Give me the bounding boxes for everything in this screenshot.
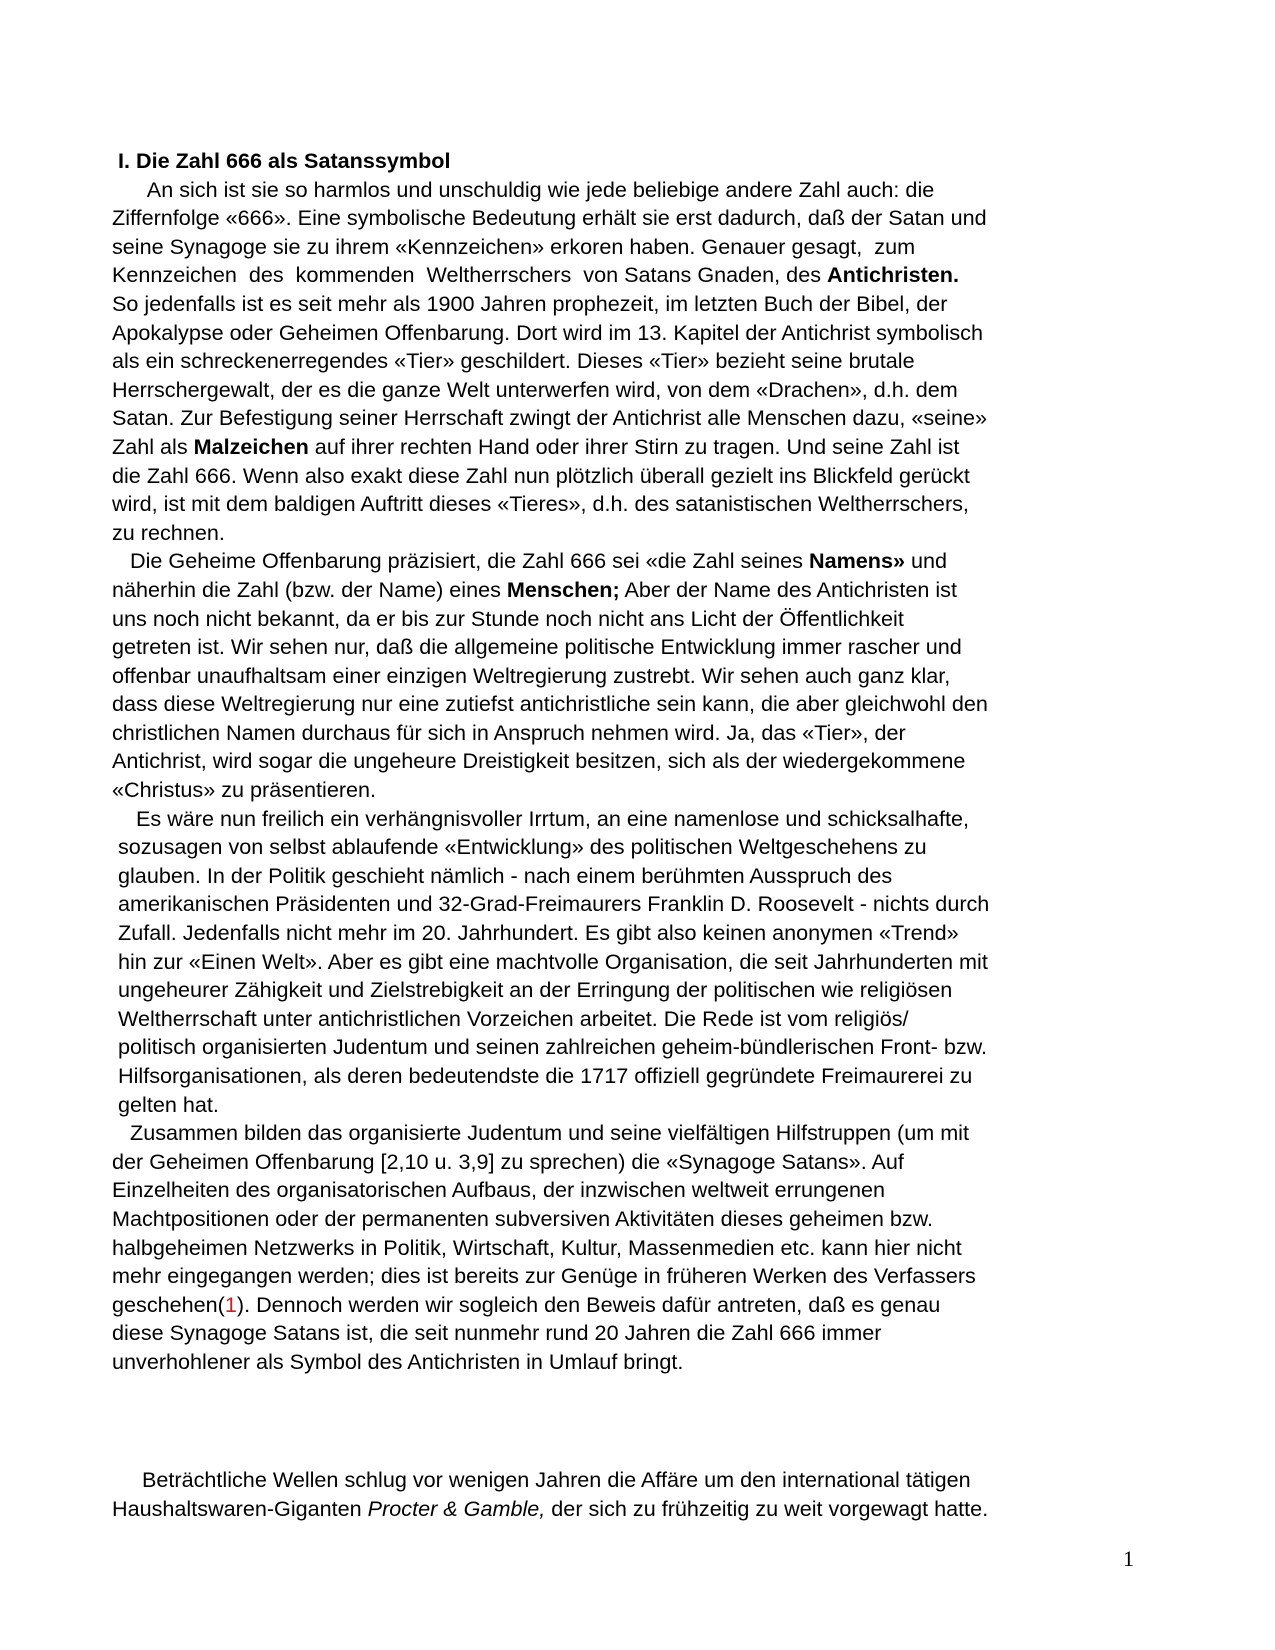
emphasis-bold: Antichristen.: [827, 262, 959, 288]
text-segment: Die Geheime Offenbarung präzisiert, die Zahl 666 sei «die Zahl seines: [112, 548, 809, 574]
text-line: [112, 404, 1172, 433]
body-paragraphs: [112, 176, 1172, 1377]
text-segment: die Zahl 666. Wenn also exakt diese Zahl nun plötzlich überall gezielt ins Blickfeld gerückt: [112, 462, 970, 488]
text-line: [112, 690, 1172, 719]
text-line: [112, 576, 1172, 605]
text-line: [112, 776, 1172, 805]
text-segment: Ziffernfolge «666». Eine symbolische Bedeutung erhält sie erst dadurch, daß der Satan und: [112, 205, 987, 231]
text-line: [112, 1348, 1172, 1377]
text-segment: und: [905, 548, 948, 574]
text-line: [112, 1176, 1172, 1205]
text-segment: Kennzeichen des kommenden Weltherrschers von Satans Gnaden, des: [112, 262, 827, 288]
text-line: [112, 376, 1172, 405]
text-segment: Beträchtliche Wellen schlug vor wenigen Jahren die Affäre um den international tätigen: [112, 1467, 971, 1492]
emphasis-bold: Namens»: [808, 548, 906, 574]
text-line: [112, 1005, 1172, 1034]
text-segment: sozusagen von selbst ablaufende «Entwicklung» des politischen Weltgeschehens zu: [112, 834, 927, 860]
text-line: [112, 1234, 1172, 1263]
text-segment: zu rechnen.: [112, 519, 225, 545]
text-segment: Machtpositionen oder der permanenten subversiven Aktivitäten dieses geheimen bzw.: [112, 1205, 934, 1231]
text-segment: gelten hat.: [112, 1091, 219, 1117]
text-segment: der Geheimen Offenbarung [2,10 u. 3,9] zu sprechen) die «Synagoge Satans». Auf: [112, 1148, 904, 1174]
text-segment: Haushaltswaren-Giganten: [112, 1495, 368, 1521]
page-number: 1: [1123, 1546, 1134, 1571]
text-line: [112, 1205, 1172, 1234]
text-segment: Hilfsorganisationen, als deren bedeutendste die 1717 offiziell gegründete Freimaurerei zu: [112, 1063, 973, 1088]
text-segment: ungeheurer Zähigkeit und Zielstrebigkeit an der Erringung der politischen wie religiösen: [112, 977, 953, 1003]
text-line: [112, 1319, 1172, 1348]
text-segment: mehr eingegangen werden; dies ist bereits zur Genüge in früheren Werken des Verfassers: [112, 1263, 976, 1289]
text-segment: Apokalypse oder Geheimen Offenbarung. Dort wird im 13. Kapitel der Antichrist symbolisch: [112, 319, 983, 345]
text-segment: Einzelheiten des organisatorischen Aufbaus, der inzwischen weltweit errungenen: [112, 1177, 886, 1203]
text-segment: «Christus» zu präsentieren.: [112, 777, 377, 803]
text-segment: uns noch nicht bekannt, da er bis zur Stunde noch nicht ans Licht der Öffentlichkeit: [112, 605, 904, 631]
text-segment: Zufall. Jedenfalls nicht mehr im 20. Jahrhundert. Es gibt also keinen anonymen «Trend»: [112, 920, 959, 946]
text-segment: diese Synagoge Satans ist, die seit nunmehr rund 20 Jahren die Zahl 666 immer: [112, 1320, 882, 1346]
text-segment: Es wäre nun freilich ein verhängnisvoller Irrtum, an eine namenlose und schicksalhafte,: [112, 805, 969, 831]
text-line: [112, 1291, 1172, 1320]
text-segment: unverhohlener als Symbol des Antichristen in Umlauf bringt.: [112, 1348, 684, 1374]
text-line: [112, 290, 1172, 319]
text-line: [112, 462, 1172, 491]
text-segment: näherhin die Zahl (bzw. der Name) eines: [112, 576, 507, 602]
text-segment: christlichen Namen durchaus für sich in Anspruch nehmen wird. Ja, das «Tier», der: [112, 719, 906, 745]
text-segment: Aber der Name des Antichristen ist: [619, 576, 957, 602]
text-segment: auf ihrer rechten Hand oder ihrer Stirn zu tragen. Und seine Zahl ist: [308, 433, 960, 459]
body-text: [112, 147, 1172, 1377]
text-line: [112, 605, 1172, 634]
text-line: [112, 1033, 1172, 1062]
text-line: [112, 1466, 1172, 1495]
emphasis-bold: Malzeichen: [193, 433, 309, 459]
text-line: [112, 1262, 1172, 1291]
text-segment: seine Synagoge sie zu ihrem «Kennzeichen» erkoren haben. Genauer gesagt, zum: [112, 233, 916, 259]
text-segment: geschehen(: [112, 1291, 225, 1317]
text-line: [112, 347, 1172, 376]
text-segment: ). Dennoch werden wir sogleich den Beweis dafür antreten, daß es genau: [236, 1291, 941, 1317]
text-segment: der sich zu frühzeitig zu weit vorgewagt hatte.: [545, 1495, 989, 1521]
text-line: [112, 547, 1172, 576]
text-line: [112, 890, 1172, 919]
text-segment: Weltherrschaft unter antichristlichen Vorzeichen arbeitet. Die Rede ist vom religiös/: [112, 1005, 909, 1031]
text-line: [112, 948, 1172, 977]
text-segment: Herrschergewalt, der es die ganze Welt unterwerfen wird, von dem «Drachen», d.h. dem: [112, 376, 958, 402]
text-segment: Antichrist, wird sogar die ungeheure Dreistigkeit besitzen, sich als der wiedergekommene: [112, 748, 966, 774]
text-segment: als ein schreckenerregendes «Tier» geschildert. Dieses «Tier» bezieht seine brutale: [112, 348, 915, 374]
text-line: [112, 490, 1172, 519]
text-line: [112, 204, 1172, 233]
text-segment: So jedenfalls ist es seit mehr als 1900 Jahren prophezeit, im letzten Buch der Bibel, der: [112, 290, 948, 316]
text-segment: Zusammen bilden das organisierte Judentum und seine vielfältigen Hilfstruppen (um mit: [112, 1120, 969, 1146]
text-line: [112, 862, 1172, 891]
text-line: [112, 1062, 1172, 1091]
text-segment: getreten ist. Wir sehen nur, daß die allgemeine politische Entwicklung immer rascher und: [112, 634, 962, 660]
text-line: [112, 662, 1172, 691]
text-segment: wird, ist mit dem baldigen Auftritt dieses «Tieres», d.h. des satanistischen Weltherrschers,: [112, 491, 969, 517]
text-line: [112, 319, 1172, 348]
section-heading: I. Die Zahl 666 als Satanssymbol: [118, 148, 451, 173]
text-line: [112, 747, 1172, 776]
text-line: [112, 919, 1172, 948]
text-line: [112, 176, 1172, 205]
text-line: [112, 233, 1172, 262]
text-segment: hin zur «Einen Welt». Aber es gibt eine machtvolle Organisation, die seit Jahrhunderten mit: [112, 948, 988, 974]
text-line: [112, 1495, 1172, 1524]
text-line: [112, 1091, 1172, 1120]
text-segment: politisch organisierten Judentum und seinen zahlreichen geheim-bündlerischen Front- bzw.: [112, 1034, 988, 1060]
text-line: [112, 976, 1172, 1005]
text-segment: dass diese Weltregierung nur eine zutiefst antichristliche sein kann, die aber gleichwohl den: [112, 691, 988, 717]
text-segment: Zahl als: [112, 433, 194, 459]
text-line: [112, 633, 1172, 662]
footnote-reference[interactable]: 1: [224, 1291, 237, 1317]
text-line: [112, 1148, 1172, 1177]
emphasis-italic: Procter & Gamble,: [367, 1495, 546, 1521]
text-line: [112, 833, 1172, 862]
text-line: [112, 719, 1172, 748]
text-line: [112, 261, 1172, 290]
text-line: [112, 433, 1172, 462]
text-line: [112, 519, 1172, 548]
text-segment: amerikanischen Präsidenten und 32-Grad-Freimaurers Franklin D. Roosevelt - nichts durch: [112, 891, 990, 917]
text-segment: glauben. In der Politik geschieht nämlich - nach einem berühmten Ausspruch des: [112, 862, 893, 888]
text-segment: halbgeheimen Netzwerks in Politik, Wirtschaft, Kultur, Massenmedien etc. kann hier nicht: [112, 1234, 962, 1260]
text-segment: Satan. Zur Befestigung seiner Herrschaft zwingt der Antichrist alle Menschen dazu, «seine»: [112, 405, 988, 431]
text-segment: An sich ist sie so harmlos und unschuldig wie jede beliebige andere Zahl auch: die: [112, 176, 935, 202]
text-line: [112, 1119, 1172, 1148]
emphasis-bold: Menschen;: [506, 576, 620, 602]
continuation-paragraph: [112, 1466, 1172, 1523]
text-segment: offenbar unaufhaltsam einer einzigen Weltregierung zustrebt. Wir sehen auch ganz klar,: [112, 662, 951, 688]
text-line: [112, 805, 1172, 834]
